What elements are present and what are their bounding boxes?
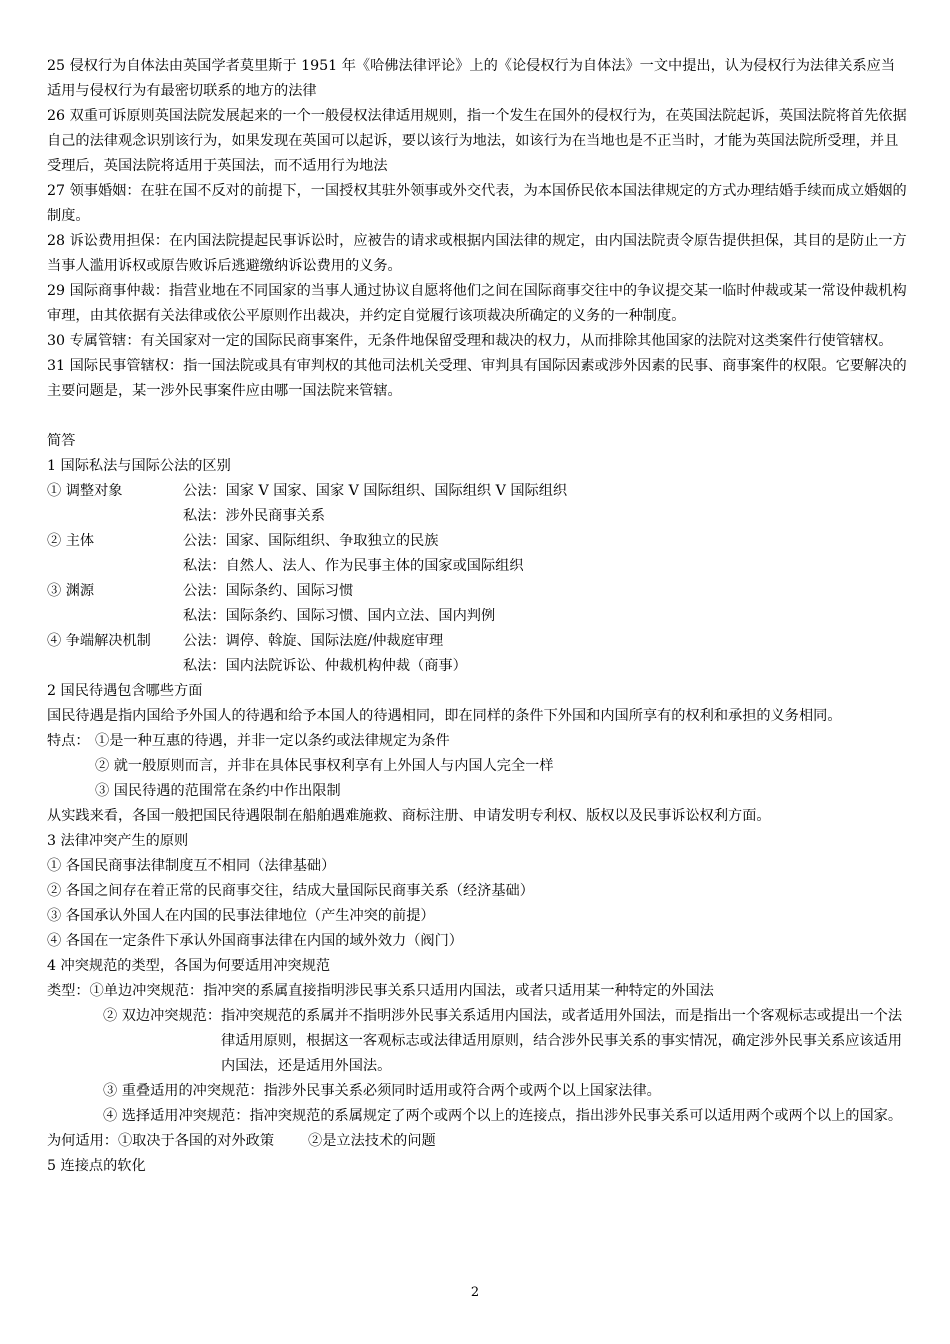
definition-25: 25 侵权行为自体法由英国学者莫里斯于 1951 年《哈佛法律评论》上的《论侵权行为自体法》一文中提出，认为侵权行为法律关系应当适用与侵权行为有最密切联系的地方的法律 [47,58,896,99]
q4-why-label: 为何适用： [47,1133,118,1149]
q4-type-unilateral [47,979,907,1004]
blank-line [47,404,907,429]
q1-private-law: 私法：国际条约、国际习惯、国内立法、国内判例 [183,608,496,624]
q1-row-label: ④ 争端解决机制 [47,633,151,649]
q2-practice: 从实践来看，各国一般把国民待遇限制在船舶遇难施救、商标注册、申请发明专利权、版权以及民事诉讼权利方面。 [47,808,771,824]
q4-type-head: ①单边冲突规范： [89,983,204,999]
q2-title: 2 国民待遇包含哪些方面 [47,683,203,699]
q5-title: 5 连接点的软化 [47,1158,146,1174]
q4-type-head: ② 双边冲突规范： [103,1008,222,1024]
q4-type-bilateral [47,1004,907,1079]
definition-27: 27 领事婚姻：在驻在国不反对的前提下，一国授权其驻外领事或外交代表，为本国侨民依本国法律规定的方式办理结婚手续而成立婚姻的制度。 [47,183,907,224]
q1-private-law: 私法：自然人、法人、作为民事主体的国家或国际组织 [183,558,524,574]
q1-row-label: ② 主体 [47,533,95,549]
q4-type-body: 指涉外民事关系必须同时适用或符合两个或两个以上国家法律。 [263,1083,661,1099]
q1-public-law: 公法：国家、国际组织、争取独立的民族 [183,533,439,549]
q1-public-law: 公法：调停、斡旋、国际法庭/仲裁庭审理 [183,633,444,649]
definition-26: 26 双重可诉原则英国法院发展起来的一个一般侵权法律适用规则，指一个发生在国外的侵权行为，在英国法院起诉，英国法院将首先依据自己的法律观念识别该行为，如果发现在英国可以起诉，要以该行为地法，如该行为在当地也是不正当时，才能为英国法院所受理，并且受理后，英国法院将适用于英国法，而不适用行为地法 [47,108,907,174]
q4-type-head: ④ 选择适用冲突规范： [103,1108,250,1124]
definition-30: 30 专属管辖：有关国家对一定的国际民商事案件，无条件地保留受理和裁决的权力，从而排除其他国家的法院对这类案件行使管辖权。 [47,333,893,349]
q1-row-subject [47,529,907,554]
q1-private-law: 私法：国内法院诉讼、仲裁机构仲裁（商事） [183,658,467,674]
q1-row-label: ① 调整对象 [47,483,123,499]
q1-row-object [47,479,907,504]
page-number: 2 [470,1285,480,1300]
q1-public-law: 公法：国家 V 国家、国家 V 国际组织、国际组织 V 国际组织 [183,483,568,499]
q3-item: ① 各国民商事法律制度互不相同（法律基础） [47,858,336,874]
q3-item: ② 各国之间存在着正常的民商事交往，结成大量国际民商事关系（经济基础） [47,883,534,899]
q4-types-label: 类型： [47,983,90,999]
document-page [47,54,907,1179]
q1-title: 1 国际私法与国际公法的区别 [47,458,231,474]
q3-item: ③ 各国承认外国人在内国的民事法律地位（产生冲突的前提） [47,908,435,924]
section-title: 简答 [47,433,76,449]
q1-row-source [47,579,907,604]
q4-why-reason: ②是立法技术的问题 [308,1133,436,1149]
q4-type-cumulative [47,1079,907,1104]
q2-feature-first [47,729,907,754]
q3-item: ④ 各国在一定条件下承认外国商事法律在内国的域外效力（阀门） [47,933,463,949]
definition-28: 28 诉讼费用担保：在内国法院提起民事诉讼时，应被告的请求或根据内国法律的规定，由内国法院责令原告提供担保，其目的是防止一方当事人滥用诉权或原告败诉后逃避缴纳诉讼费用的义务。 [47,233,907,274]
q1-row-label: ③ 渊源 [47,583,95,599]
q4-why-reason: ①取决于各国的对外政策 [117,1133,275,1149]
q4-type-body: 指冲突规范的系属规定了两个或两个以上的连接点，指出涉外民事关系可以适用两个或两个以上的国家。 [249,1108,903,1124]
q4-type-head: ③ 重叠适用的冲突规范： [103,1083,264,1099]
q2-feature: ①是一种互惠的待遇，并非一定以条约或法律规定为条件 [95,733,450,749]
q4-type-body: 指冲突的系属直接指明涉民事关系只适用内国法，或者只适用某一种特定的外国法 [203,983,714,999]
q3-title: 3 法律冲突产生的原则 [47,833,189,849]
q4-type-body: 指冲突规范的系属并不指明涉外民事关系适用内国法，或者适用外国法，而是指出一个客观标志或提出一个法律适用原则，根据这一客观标志或法律适用原则，结合涉外民事关系的事实情况，确定涉外民事关系应该适用内国法，还是适用外国法。 [221,1008,903,1074]
q2-feature: ③ 国民待遇的范围常在条约中作出限制 [95,783,341,799]
q1-public-law: 公法：国际条约、国际习惯 [183,583,354,599]
q4-why [47,1129,907,1154]
q2-feature: ② 就一般原则而言，并非在具体民事权利享有上外国人与内国人完全一样 [95,758,554,774]
q1-row-dispute [47,629,907,654]
definition-31: 31 国际民事管辖权：指一国法院或具有审判权的其他司法机关受理、审判具有国际因素或涉外因素的民事、商事案件的权限。它要解决的主要问题是，某一涉外民事案件应由哪一国法院来管辖。 [47,358,907,399]
q4-title: 4 冲突规范的类型，各国为何要适用冲突规范 [47,958,331,974]
q4-type-alternative [47,1104,907,1129]
q1-private-law: 私法：涉外民商事关系 [183,508,325,524]
definition-29: 29 国际商事仲裁：指营业地在不同国家的当事人通过协议自愿将他们之间在国际商事交往中的争议提交某一临时仲裁或某一常设仲裁机构审理，由其依据有关法律或依公平原则作出裁决，并约定自觉履行该项裁决所确定的义务的一种制度。 [47,283,907,324]
q2-definition: 国民待遇是指内国给予外国人的待遇和给予本国人的待遇相同，即在同样的条件下外国和内国所享有的权利和承担的义务相同。 [47,708,842,724]
q2-features-label: 特点： [47,733,90,749]
